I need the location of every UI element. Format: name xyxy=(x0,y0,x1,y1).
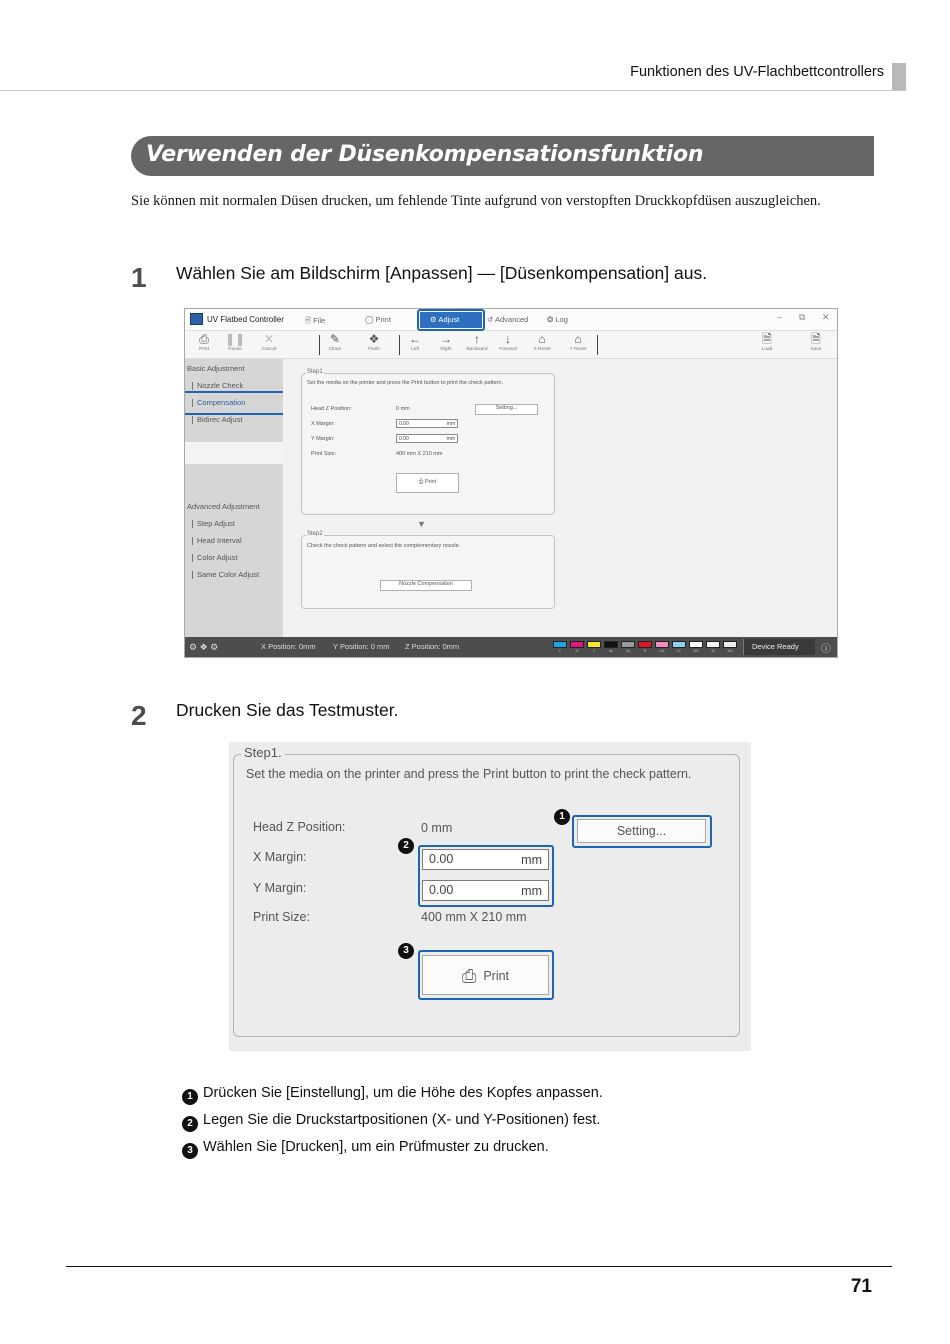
x-margin-unit: mm xyxy=(446,421,455,427)
print-button-label: Print xyxy=(424,479,437,485)
step-2-number: 2 xyxy=(131,700,147,731)
zoom-head-z-value: 0 mm xyxy=(421,821,453,835)
home-x-icon: ⌂ xyxy=(538,332,546,346)
ink-label: W xyxy=(711,649,715,653)
menu-adjust[interactable]: ⚙ Adjust xyxy=(420,312,482,328)
badge-2: 2 xyxy=(398,838,414,854)
sidebar-selected-bg xyxy=(185,442,284,464)
step-2-text: Drucken Sie das Testmuster. xyxy=(176,700,399,720)
tb-save-button[interactable] xyxy=(801,332,831,353)
ink-swatch xyxy=(706,641,720,648)
legend-badge-3: 3 xyxy=(182,1143,198,1159)
y-margin-input[interactable] xyxy=(396,434,458,443)
print-button[interactable] xyxy=(396,473,459,493)
legend-badge-1: 1 xyxy=(182,1089,198,1105)
step2-group xyxy=(301,531,555,609)
ink-label: LM xyxy=(659,649,665,653)
menu-log-label: Log xyxy=(555,315,568,324)
ink-label: Gy xyxy=(625,649,631,653)
page-header-title: Funktionen des UV-Flachbettcontrollers xyxy=(630,64,884,80)
nozzle-compensation-button[interactable]: Nozzle Compensation xyxy=(380,580,472,591)
sidebar-item-same-color-adjust[interactable] xyxy=(194,570,259,579)
zoom-print-button[interactable] xyxy=(422,955,549,995)
x-margin-value: 0.00 xyxy=(399,421,409,427)
zoom-x-margin-unit: mm xyxy=(521,853,542,867)
ink-label: Y xyxy=(592,649,596,653)
ink-label: C xyxy=(558,649,562,653)
y-margin-value: 0.00 xyxy=(399,436,409,442)
sidebar-item-label: Same Color Adjust xyxy=(197,570,260,579)
tb-label: Forward xyxy=(499,347,517,352)
tb-yreset-button[interactable] xyxy=(563,332,593,353)
y-position-readout: Y Position: 0 mm xyxy=(333,642,390,651)
cancel-icon: ✕ xyxy=(263,332,275,346)
ink-label: Wh xyxy=(693,649,699,653)
ink-label: bk xyxy=(609,649,613,653)
app-toolbar xyxy=(185,331,837,359)
x-margin-input[interactable] xyxy=(396,419,458,428)
app-screenshot xyxy=(184,308,838,658)
legend-badge-2: 2 xyxy=(182,1116,198,1132)
zoom-y-margin-value: 0.00 xyxy=(429,883,454,897)
sidebar-item-color-adjust[interactable] xyxy=(194,553,237,562)
setting-button[interactable]: Setting... xyxy=(475,404,538,415)
legend-item-2 xyxy=(182,1112,600,1132)
print-size-value: 400 mm X 210 mm xyxy=(396,451,443,457)
z-position-readout: Z Position: 0mm xyxy=(405,642,460,651)
ink-swatch xyxy=(723,641,737,648)
print-size-label: Print Size: xyxy=(311,451,337,457)
minimize-icon[interactable]: – xyxy=(777,312,783,322)
tb-label: Backward xyxy=(466,347,488,352)
sidebar-item-label: Compensation xyxy=(197,398,246,407)
status-tools-icon: ⚙ ❖ ⚙ xyxy=(189,642,219,652)
intro-paragraph: Sie können mit normalen Düsen drucken, um fehlende Tinte aufgrund von verstopften Druckkopfdüsen auszugleichen. xyxy=(131,193,821,209)
ink-swatch xyxy=(621,641,635,648)
menu-adjust-label: Adjust xyxy=(438,315,460,324)
arrow-down-icon: ↓ xyxy=(505,332,511,346)
tb-forward-button[interactable] xyxy=(493,332,523,353)
clean-icon: ✎ xyxy=(329,332,341,346)
ink-label: Wh xyxy=(727,649,733,653)
menu-print[interactable]: ◯ Print xyxy=(365,315,391,324)
zoom-y-margin-label: Y Margin: xyxy=(253,881,307,895)
zoom-y-margin-unit: mm xyxy=(521,884,542,898)
flush-icon: ❖ xyxy=(368,332,380,346)
sidebar-basic-heading: Basic Adjustment xyxy=(187,364,245,373)
menu-advanced[interactable]: ↺ Advanced xyxy=(487,315,529,324)
app-titlebar xyxy=(185,309,837,331)
printer-icon: ⎙ xyxy=(418,479,424,485)
tb-backward-button[interactable] xyxy=(462,332,492,353)
app-main-panel xyxy=(283,359,838,639)
zoom-print-button-label: Print xyxy=(483,969,510,983)
sidebar-item-step-adjust[interactable] xyxy=(194,519,235,528)
zoom-instruction: Set the media on the printer and press the Print button to print the check pattern. xyxy=(246,767,692,781)
compensation-highlight xyxy=(184,391,286,415)
step-1-number: 1 xyxy=(131,262,147,293)
tb-load-button[interactable] xyxy=(752,332,782,353)
app-logo-icon xyxy=(190,313,203,325)
step-1-text: Wählen Sie am Bildschirm [Anpassen] — [Düsenkompensation] aus. xyxy=(176,263,708,283)
app-status-bar xyxy=(185,637,837,657)
menu-file-label: File xyxy=(313,316,326,325)
load-icon: 🗎 xyxy=(762,332,772,346)
step1-group xyxy=(301,369,555,515)
info-icon[interactable]: ⓘ xyxy=(821,644,831,655)
printer-icon: ⎙ xyxy=(199,332,209,346)
menu-file[interactable]: 🗎 File xyxy=(305,316,326,325)
sidebar-item-label: Color Adjust xyxy=(197,553,238,562)
step2-title: Step2 xyxy=(307,531,323,537)
tb-left-button[interactable] xyxy=(400,332,430,353)
zoom-head-z-label: Head Z Position: xyxy=(253,820,346,834)
ink-label: R xyxy=(643,649,647,653)
tb-flush-button[interactable] xyxy=(359,332,389,353)
ink-swatch xyxy=(604,641,618,648)
legend-text-1: Drücken Sie [Einstellung], um die Höhe des Kopfes anpassen. xyxy=(203,1085,603,1101)
toolbar-separator xyxy=(597,335,598,355)
page-number: 71 xyxy=(850,1276,872,1297)
tb-label: Cancel xyxy=(261,347,277,352)
y-margin-unit: mm xyxy=(446,436,455,442)
legend-text-2: Legen Sie die Druckstartpositionen (X- und Y-Positionen) fest. xyxy=(203,1112,601,1128)
section-banner xyxy=(131,136,874,176)
tb-label: Y Reset xyxy=(569,347,587,352)
header-divider xyxy=(0,90,906,91)
step1-title: Step1 xyxy=(307,369,323,375)
ink-swatch xyxy=(587,641,601,648)
home-y-icon: ⌂ xyxy=(574,332,582,346)
legend-item-1 xyxy=(182,1085,603,1105)
sidebar-advanced-heading: Advanced Adjustment xyxy=(187,502,260,511)
restore-icon[interactable]: ⧉ xyxy=(799,312,806,322)
ink-swatch xyxy=(570,641,584,648)
tb-label: Flush xyxy=(368,347,380,352)
badge-1: 1 xyxy=(554,809,570,825)
tb-cancel-button[interactable] xyxy=(254,332,284,353)
arrow-right-icon: → xyxy=(440,332,452,346)
save-icon: 🗎 xyxy=(811,332,821,346)
tb-label: X Reset xyxy=(533,347,551,352)
sidebar-item-nozzle-check[interactable] xyxy=(194,381,243,390)
menu-print-label: Print xyxy=(375,315,391,324)
header-tab-marker xyxy=(892,63,906,90)
ink-swatch xyxy=(655,641,669,648)
chevron-down-icon: ▼ xyxy=(417,519,426,529)
menu-log[interactable]: ❂ Log xyxy=(547,315,568,324)
head-z-label: Head Z Position: xyxy=(311,406,352,412)
zoom-y-margin-input[interactable] xyxy=(422,880,549,901)
tb-print-button[interactable] xyxy=(189,332,219,353)
menu-advanced-label: Advanced xyxy=(494,315,529,324)
zoom-setting-button[interactable]: Setting... xyxy=(577,819,706,843)
device-status: Device Ready xyxy=(743,639,815,655)
zoom-print-size-label: Print Size: xyxy=(253,910,310,924)
sidebar-item-label: Step Adjust xyxy=(197,519,235,528)
footer-divider xyxy=(66,1266,892,1267)
step2-instruction: Check the check pattern and select the complementary nozzle. xyxy=(307,543,461,549)
app-title: UV Flatbed Controller xyxy=(207,315,284,324)
tb-label: Save xyxy=(810,347,822,352)
tb-label: Clean xyxy=(328,347,342,352)
step1-instruction: Set the media on the printer and press the Print button to print the check pattern. xyxy=(307,380,503,386)
zoom-x-margin-label: X Margin: xyxy=(253,850,307,864)
badge-3: 3 xyxy=(398,943,414,959)
zoom-x-margin-input[interactable] xyxy=(422,849,549,870)
adjust-highlight xyxy=(417,309,485,331)
section-title: Verwenden der Düsenkompensationsfunktion xyxy=(146,142,704,167)
tb-xreset-button[interactable] xyxy=(527,332,557,353)
tb-label: Right xyxy=(440,347,452,352)
y-margin-label: Y Margin: xyxy=(311,436,335,442)
sidebar-item-label: Bidirec Adjust xyxy=(197,415,243,424)
tb-label: Load xyxy=(761,347,773,352)
tb-pause-button[interactable] xyxy=(220,332,250,353)
zoom-screenshot xyxy=(229,742,751,1051)
ink-label: M xyxy=(575,649,579,653)
x-margin-label: X Margin: xyxy=(311,421,335,427)
ink-swatch xyxy=(689,641,703,648)
printer-icon: ⎙ xyxy=(461,966,477,986)
sidebar-item-label: Head Interval xyxy=(197,536,242,545)
tb-clean-button[interactable] xyxy=(320,332,350,353)
tb-label: Print xyxy=(199,347,209,352)
sidebar-item-bidirec-adjust[interactable] xyxy=(194,415,242,424)
ink-swatch xyxy=(672,641,686,648)
head-z-value: 0 mm xyxy=(396,406,410,412)
pause-icon: ❚❚ xyxy=(224,332,246,346)
tb-label: Pause xyxy=(228,347,242,352)
arrow-left-icon: ← xyxy=(409,332,421,346)
legend-item-3 xyxy=(182,1139,549,1159)
legend-text-3: Wählen Sie [Drucken], um ein Prüfmuster zu drucken. xyxy=(203,1139,549,1155)
zoom-print-size-value: 400 mm X 210 mm xyxy=(421,910,527,924)
sidebar-item-head-interval[interactable] xyxy=(194,536,242,545)
zoom-x-margin-value: 0.00 xyxy=(429,852,454,866)
tb-right-button[interactable] xyxy=(431,332,461,353)
ink-swatch xyxy=(638,641,652,648)
tb-label: Left xyxy=(410,347,419,352)
close-icon[interactable]: ✕ xyxy=(822,312,830,322)
zoom-step1-title: Step1. xyxy=(241,745,285,760)
ink-swatch xyxy=(553,641,567,648)
x-position-readout: X Position: 0mm xyxy=(261,642,316,651)
ink-label: LC xyxy=(676,649,682,653)
arrow-up-icon: ↑ xyxy=(474,332,480,346)
sidebar-item-label: Nozzle Check xyxy=(197,381,244,390)
